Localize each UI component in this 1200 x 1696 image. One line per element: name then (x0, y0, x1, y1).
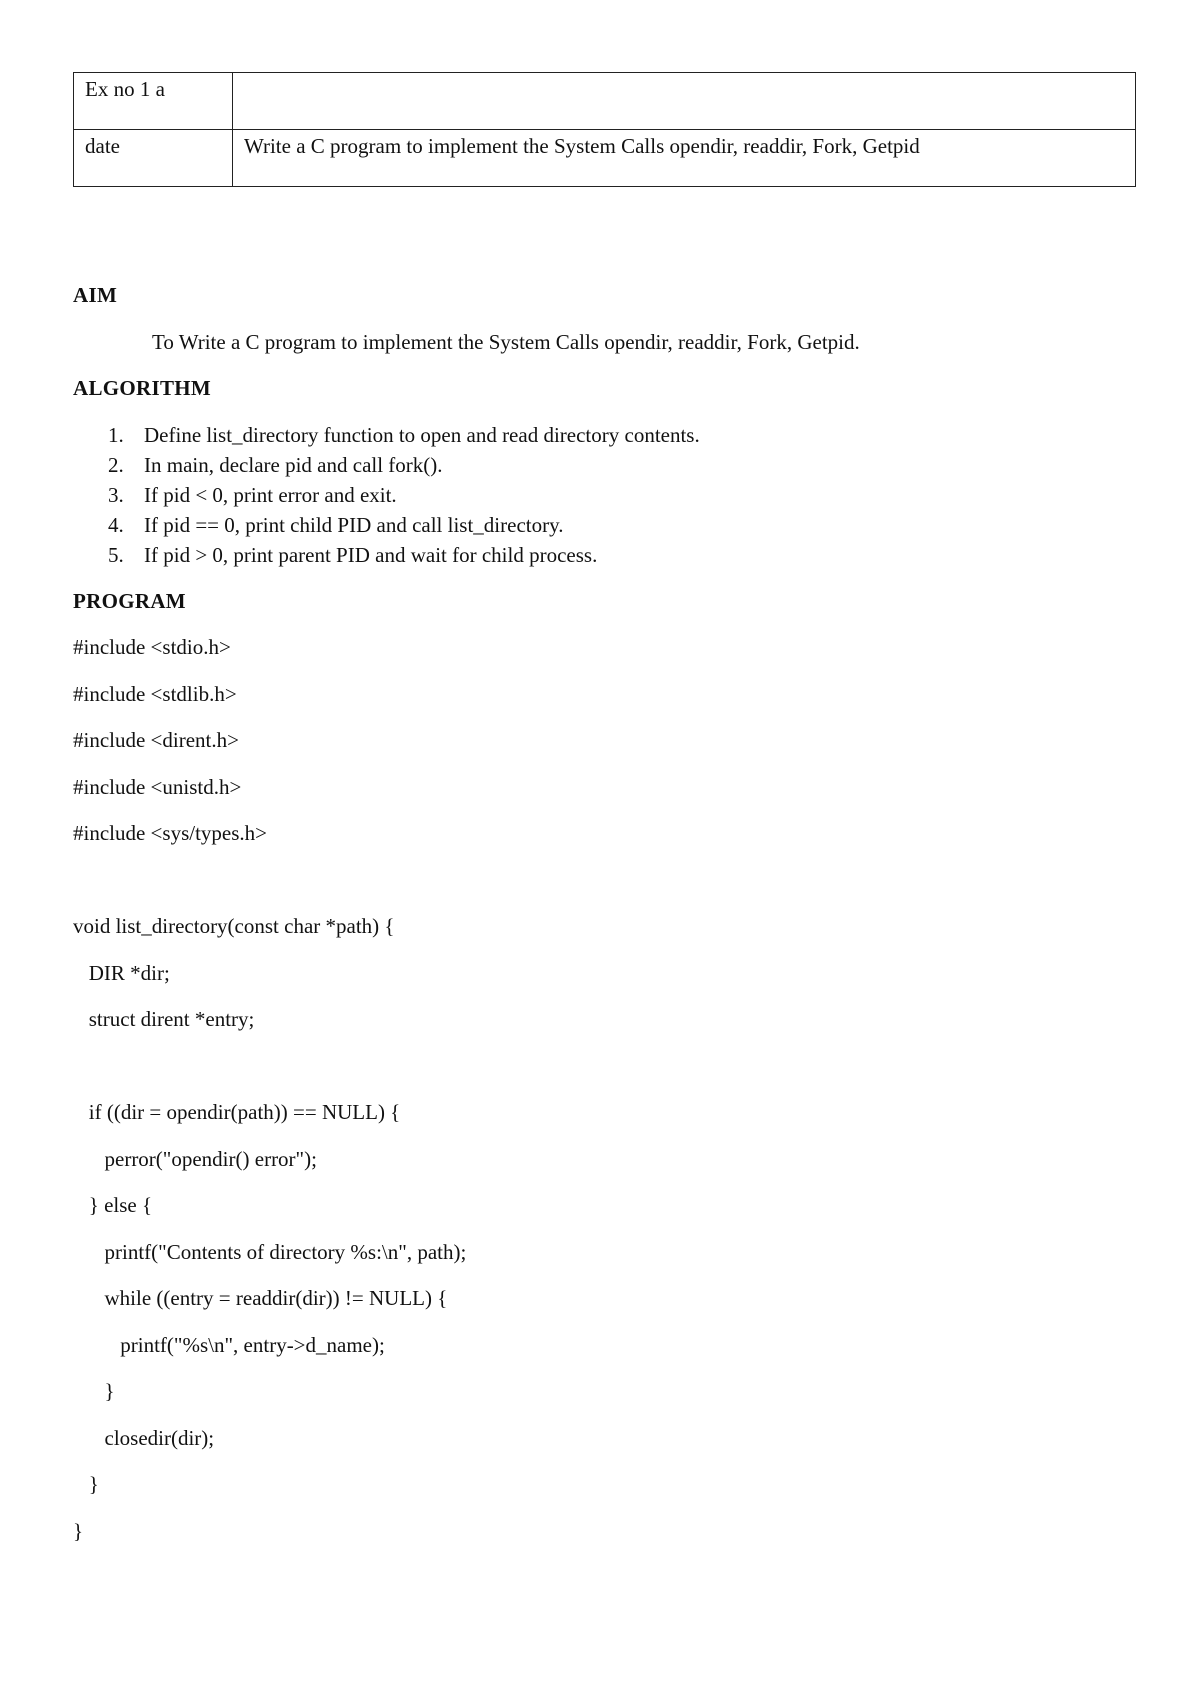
code-line: } (73, 1379, 115, 1403)
aim-heading: AIM (73, 283, 118, 307)
exercise-title: Write a C program to implement the System Calls opendir, readdir, Fork, Getpid (233, 130, 1136, 187)
code-line: printf("Contents of directory %s:\n", path); (73, 1239, 467, 1264)
code-line: closedir(dir); (73, 1425, 215, 1450)
code-line: struct dirent *entry; (73, 1007, 255, 1031)
program-code (73, 632, 466, 1562)
step-text: Define list_directory function to open and read directory contents. (144, 423, 700, 447)
exercise-number-row (74, 73, 1136, 130)
exercise-number-label: Ex no 1 a (74, 73, 233, 130)
algorithm-heading: ALGORITHM (73, 376, 212, 400)
code-line: void list_directory(const char *path) { (73, 914, 395, 938)
algorithm-step (108, 480, 700, 510)
step-number: 2. (108, 453, 124, 477)
code-line (73, 865, 466, 912)
algorithm-step (108, 540, 700, 570)
algorithm-step (108, 510, 700, 540)
algorithm-step (108, 450, 700, 480)
code-line: #include <stdio.h> (73, 635, 231, 659)
step-text: In main, declare pid and call fork(). (144, 453, 443, 477)
step-text: If pid < 0, print error and exit. (144, 483, 397, 507)
code-line: printf("%s\n", entry->d_name); (73, 1332, 385, 1357)
exercise-number-value (233, 73, 1136, 130)
code-line: while ((entry = readdir(dir)) != NULL) { (73, 1286, 448, 1310)
step-text: If pid == 0, print child PID and call list_directory. (144, 513, 564, 537)
code-line: #include <unistd.h> (73, 774, 242, 799)
step-number: 3. (108, 483, 124, 507)
step-number: 5. (108, 543, 124, 567)
code-line: } else { (73, 1193, 153, 1217)
program-heading: PROGRAM (73, 589, 186, 613)
code-line (73, 1051, 466, 1098)
code-line: } (73, 1472, 99, 1496)
algorithm-steps (108, 420, 700, 570)
date-row (74, 130, 1136, 187)
code-line: DIR *dir; (73, 960, 170, 985)
date-label: date (74, 130, 233, 187)
step-number: 4. (108, 513, 124, 537)
code-line: #include <sys/types.h> (73, 821, 268, 845)
code-line: #include <stdlib.h> (73, 681, 237, 706)
code-line: #include <dirent.h> (73, 728, 239, 752)
code-line: perror("opendir() error"); (73, 1146, 317, 1171)
exercise-header-table (73, 72, 1136, 187)
code-line: } (73, 1518, 84, 1543)
step-text: If pid > 0, print parent PID and wait for child process. (144, 543, 598, 567)
step-number: 1. (108, 423, 124, 447)
algorithm-step (108, 420, 700, 450)
aim-text: To Write a C program to implement the System Calls opendir, readdir, Fork, Getpid. (152, 330, 860, 354)
code-line: if ((dir = opendir(path)) == NULL) { (73, 1100, 401, 1124)
